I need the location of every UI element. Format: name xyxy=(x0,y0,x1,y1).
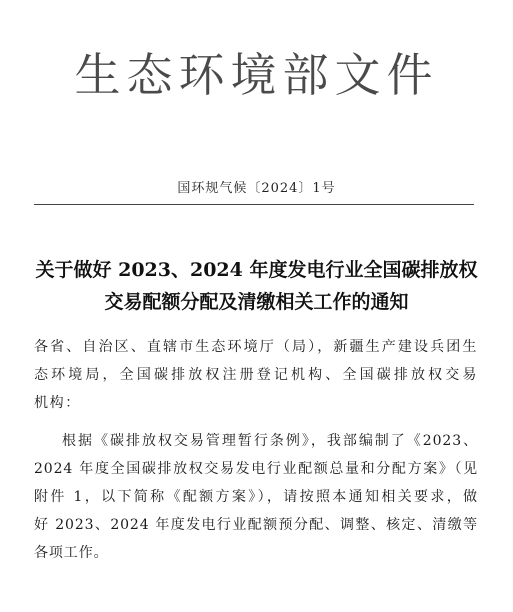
paragraph-line-4: 好 2023、2024 年度发电行业配额预分配、调整、核定、清缴等 xyxy=(34,517,478,533)
addressee-line-2: 态环境局，全国碳排放权注册登记机构、全国碳排放权交易 xyxy=(34,367,478,383)
paragraph-line-1: 根据《碳排放权交易管理暂行条例》，我部编制了《2023、 xyxy=(62,433,478,449)
addressee-line-1: 各省、自治区、直辖市生态环境厅（局），新疆生产建设兵团生 xyxy=(34,339,478,355)
title-line-1: 关于做好 2023、2024 年度发电行业全国碳排放权 xyxy=(35,259,478,281)
addressee-block xyxy=(34,333,478,417)
header-divider xyxy=(34,204,474,205)
document-title xyxy=(20,254,493,318)
paragraph-line-5: 各项工作。 xyxy=(34,545,109,561)
title-line-2: 交易配额分配及清缴相关工作的通知 xyxy=(104,291,409,313)
paragraph-line-3: 附件 1，以下简称《配额方案》），请按照本通知相关要求，做 xyxy=(34,489,478,505)
issuer-heading: 生态环境部文件 xyxy=(74,48,439,102)
body-paragraph xyxy=(34,427,478,567)
paragraph-line-2: 2024 年度全国碳排放权交易发电行业配额总量和分配方案》（见 xyxy=(34,461,478,477)
addressee-line-3: 机构： xyxy=(34,395,81,411)
document-number: 国环规气候〔2024〕1号 xyxy=(177,181,336,196)
